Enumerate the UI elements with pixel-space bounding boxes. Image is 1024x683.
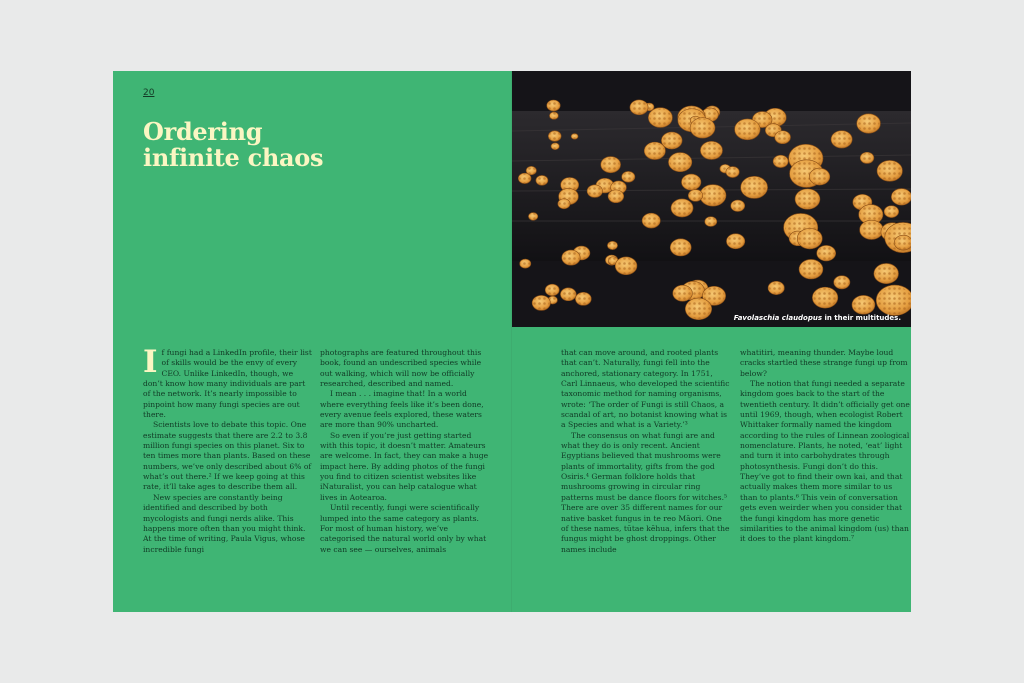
body-column-1 [143, 344, 313, 555]
mushroom-cap [518, 173, 531, 183]
mushroom-cap [834, 276, 850, 289]
mushroom-illustration [512, 71, 911, 327]
mushroom-cap [607, 241, 617, 249]
mushroom-cap [857, 114, 881, 133]
mushroom-cap [705, 217, 717, 227]
title-line-2: infinite chaos [143, 143, 324, 172]
mushroom-cap [876, 285, 911, 315]
mushroom-cap [768, 281, 784, 294]
mushroom-cap [520, 259, 531, 268]
paragraph: So even if you’re just getting started with this topic, it doesn’t matter. Amateurs are welcome. In fact, they can make a huge impact here. By adding photos of the fungi you find to citizen scientist websites like iNaturalist, you can help catalogue what lives in Aotearoa. [320, 430, 489, 502]
mushroom-cap [671, 199, 693, 217]
mushroom-cap [644, 142, 665, 159]
mushroom-cap [685, 298, 711, 320]
body-column-2 [320, 348, 490, 555]
mushroom-cap [673, 285, 693, 301]
paragraph: I mean . . . imagine that! In a world where everything feels like it’s been done, every avenue feels explored, these waters are more than 90% uncharted. [320, 389, 484, 430]
mushroom-cap [688, 190, 702, 202]
mushroom-cap [852, 295, 875, 314]
mushroom-cap [668, 153, 691, 172]
mushroom-cap [795, 189, 820, 209]
mushroom-cap [690, 118, 715, 138]
mushroom-photo [512, 71, 911, 327]
mushroom-cap [797, 228, 822, 249]
paragraph-text: f fungi had a LinkedIn profile, their list of skills would be the envy of every CEO. Unlike LinkedIn, though, we don’t know how many individuals are part of the network. It’s nearly impossible to pinpoint how many fungi species are out there. [143, 348, 312, 420]
paragraph: Until recently, fungi were scientifically lumped into the same category as plants. For most of human history, we’ve categorised the natural world only by what we can see — ourselves, animals [320, 503, 487, 554]
mushroom-cap [670, 239, 691, 256]
mushroom-cap [587, 185, 602, 198]
mushroom-cap [547, 100, 560, 111]
paragraph: that can move around, and rooted plants that can’t. Naturally, fungi fell into the anchored, stationary category. In 1751, Carl Linnaeus, who developed the scientific taxonomic method for naming organisms, wrote: ‘The order of Fungi is still Chaos, a scandal of art, no botanist knowing what is a Species and what is a Variety.’³ [561, 348, 730, 430]
mushroom-cap [560, 288, 576, 301]
mushroom-cap [608, 190, 624, 203]
drop-cap: I [143, 344, 158, 380]
mushroom-cap [894, 235, 911, 250]
mushroom-cap [735, 119, 761, 140]
mushroom-cap [741, 176, 768, 198]
body-column-4 [740, 348, 910, 545]
mushroom-cap [528, 213, 537, 221]
mushroom-cap [571, 134, 578, 140]
mushroom-cap [681, 174, 700, 190]
mushroom-cap [831, 131, 852, 148]
mushroom-cap [860, 220, 884, 239]
paragraph: New species are constantly being identified and described by both mycologists and fungi nerds alike. This happens more often than you might think. At the time of writing, Paula Vigus, whose incredible fungi [143, 492, 306, 554]
mushroom-cap [536, 175, 548, 185]
mushroom-cap [562, 250, 580, 265]
mushroom-cap [726, 234, 744, 249]
paragraph: Scientists love to debate this topic. One estimate suggests that there are 2.2 to 3.8 million fungi species on this planet. Six to ten times more than plants. Based on these numbers, we’ve only described about 6% of what’s out there.² If we keep going at this rate, it’ll take ages to describe them all. [143, 420, 312, 492]
mushroom-cap [615, 257, 637, 275]
caption-species: Favolaschia claudopus [733, 314, 823, 322]
mushroom-cap [731, 200, 745, 211]
mushroom-cap [642, 213, 660, 228]
mushroom-cap [551, 143, 559, 150]
mushroom-cap [775, 131, 791, 144]
mushroom-cap [884, 206, 899, 218]
paragraph: photographs are featured throughout this book, found an undescribed species while out walking, which will now be officially researched, described and named. [320, 348, 482, 389]
mushroom-cap [575, 292, 591, 305]
mushroom-cap [630, 100, 648, 115]
photo-caption [734, 314, 901, 322]
body-column-3 [561, 348, 731, 555]
mushroom-cap [860, 152, 874, 163]
mushroom-cap [532, 295, 550, 310]
page-number: 20 [143, 88, 155, 98]
mushroom-cap [877, 160, 902, 181]
mushroom-cap [809, 168, 830, 185]
mushroom-cap [648, 108, 672, 128]
page-title [143, 119, 373, 171]
mushroom-cap [558, 199, 570, 209]
mushroom-cap [622, 171, 635, 182]
caption-text: in their multitudes. [822, 314, 901, 322]
mushroom-cap [817, 245, 836, 261]
paragraph [143, 344, 313, 420]
mushroom-cap [549, 112, 558, 119]
mushroom-cap [799, 259, 823, 279]
mushroom-cap [700, 141, 722, 159]
paragraph: whatitiri, meaning thunder. Maybe loud cracks startled these strange fungi up from below? [740, 348, 908, 378]
right-page [512, 71, 911, 612]
title-line-1: Ordering [143, 117, 263, 146]
mushroom-cap [812, 287, 837, 308]
paragraph: The notion that fungi needed a separate kingdom goes back to the start of the twentieth century. It didn’t officially get one until 1969, though, when ecologist Robert Whittaker formally named the kingdom according to the rules of Linnean zoological nomenclature. Plants, he noted, ‘eat’ light and turn it into carbohydrates through photosynthesis. Fungi don’t do this. They’ve got to find their own kai, and that actually makes them more similar to us than to plants.⁶ This vein of conversation gets even weirder when you consider that the fungi kingdom has more genetic similarities to the animal kingdom (us) than it does to the plant kingdom.⁷ [740, 379, 910, 544]
mushroom-cap [700, 185, 726, 207]
mushroom-cap [874, 263, 899, 283]
mushroom-cap [545, 284, 559, 296]
mushroom-cap [548, 131, 561, 141]
mushroom-cap [661, 132, 682, 149]
mushroom-cap [726, 167, 739, 178]
mushroom-cap [601, 157, 621, 173]
left-page [113, 71, 512, 612]
paragraph: The consensus on what fungi are and what they do is only recent. Ancient Egyptians believed that mushrooms were plants of immortality, gifts from the god Osiris.⁴ German folklore holds that mushrooms growing in circular ring patterns must be dance floors for witches.⁵ There are over 35 different names for our native basket fungus in te reo Māori. One of these names, tūtae kēhua, infers that the fungus might be ghost droppings. Other names include [561, 430, 730, 554]
mushroom-cap [891, 189, 911, 206]
mushroom-cap [773, 155, 788, 167]
